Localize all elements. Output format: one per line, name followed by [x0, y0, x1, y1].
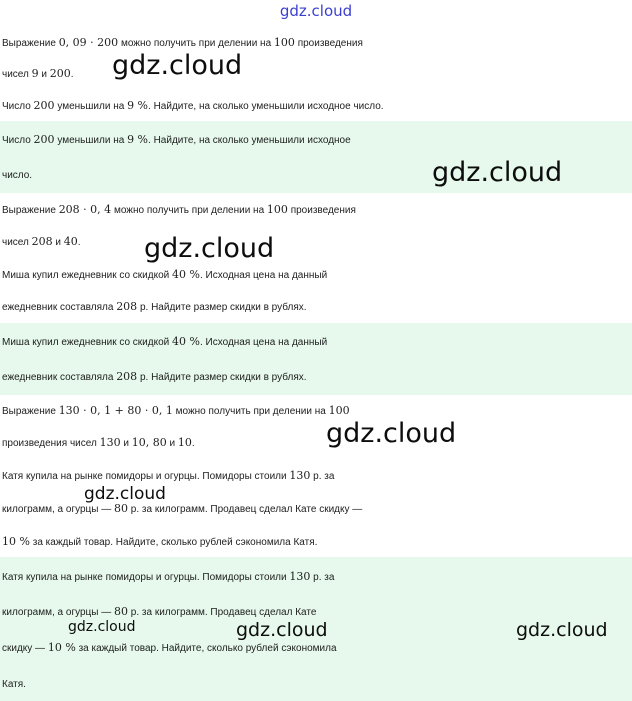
text-line-1: Выражение 0, 09 · 200 можно получить при делении на 100 произведения [2, 36, 363, 49]
watermark-8: gdz.cloud [516, 619, 608, 641]
text-line-14: Катя купила на рынке помидоры и огурцы. Помидоры стоили 130 р. за [2, 469, 335, 482]
text-line-8: Миша купил ежедневник со скидкой 40 %. Исходная цена на данный [2, 268, 328, 281]
watermark-5: gdz.cloud [84, 484, 166, 504]
text-line-12: Выражение 130 · 0, 1 + 80 · 0, 1 можно получить при делении на 100 [2, 404, 350, 417]
text-line-2: чисел 9 и 200. [2, 67, 74, 80]
text-line-19: скидку — 10 % за каждый товар. Найдите, сколько рублей сэкономила [2, 641, 337, 654]
watermark-3: gdz.cloud [144, 233, 275, 264]
text-line-5: число. [2, 170, 33, 181]
watermark-7: gdz.cloud [236, 619, 328, 641]
watermark-4: gdz.cloud [326, 418, 457, 449]
text-line-20: Катя. [2, 679, 26, 690]
watermark-1: gdz.cloud [112, 50, 243, 81]
text-line-15: килограмм, а огурцы — 80 р. за килограмм. Продавец сделал Кате скидку — [2, 502, 363, 515]
watermark-6: gdz.cloud [68, 619, 136, 635]
text-line-3: Число 200 уменьшили на 9 %. Найдите, на сколько уменьшили исходное число. [2, 99, 384, 112]
text-line-7: чисел 208 и 40. [2, 235, 81, 248]
text-line-17: Катя купила на рынке помидоры и огурцы. Помидоры стоили 130 р. за [2, 570, 335, 583]
text-line-9: ежедневник составляла 208 р. Найдите размер скидки в рублях. [2, 300, 307, 313]
text-line-10: Миша купил ежедневник со скидкой 40 %. Исходная цена на данный [2, 335, 328, 348]
text-line-18: килограмм, а огурцы — 80 р. за килограмм. Продавец сделал Кате [2, 605, 317, 618]
text-line-4: Число 200 уменьшили на 9 %. Найдите, на сколько уменьшили исходное [2, 133, 351, 146]
text-line-11: ежедневник составляла 208 р. Найдите размер скидки в рублях. [2, 370, 307, 383]
header-watermark: gdz.cloud [279, 2, 353, 20]
text-line-16: 10 % за каждый товар. Найдите, сколько рублей сэкономила Катя. [2, 535, 318, 548]
text-line-6: Выражение 208 · 0, 4 можно получить при делении на 100 произведения [2, 203, 356, 216]
watermark-2: gdz.cloud [432, 157, 563, 188]
text-line-13: произведения чисел 130 и 10, 80 и 10. [2, 436, 195, 449]
